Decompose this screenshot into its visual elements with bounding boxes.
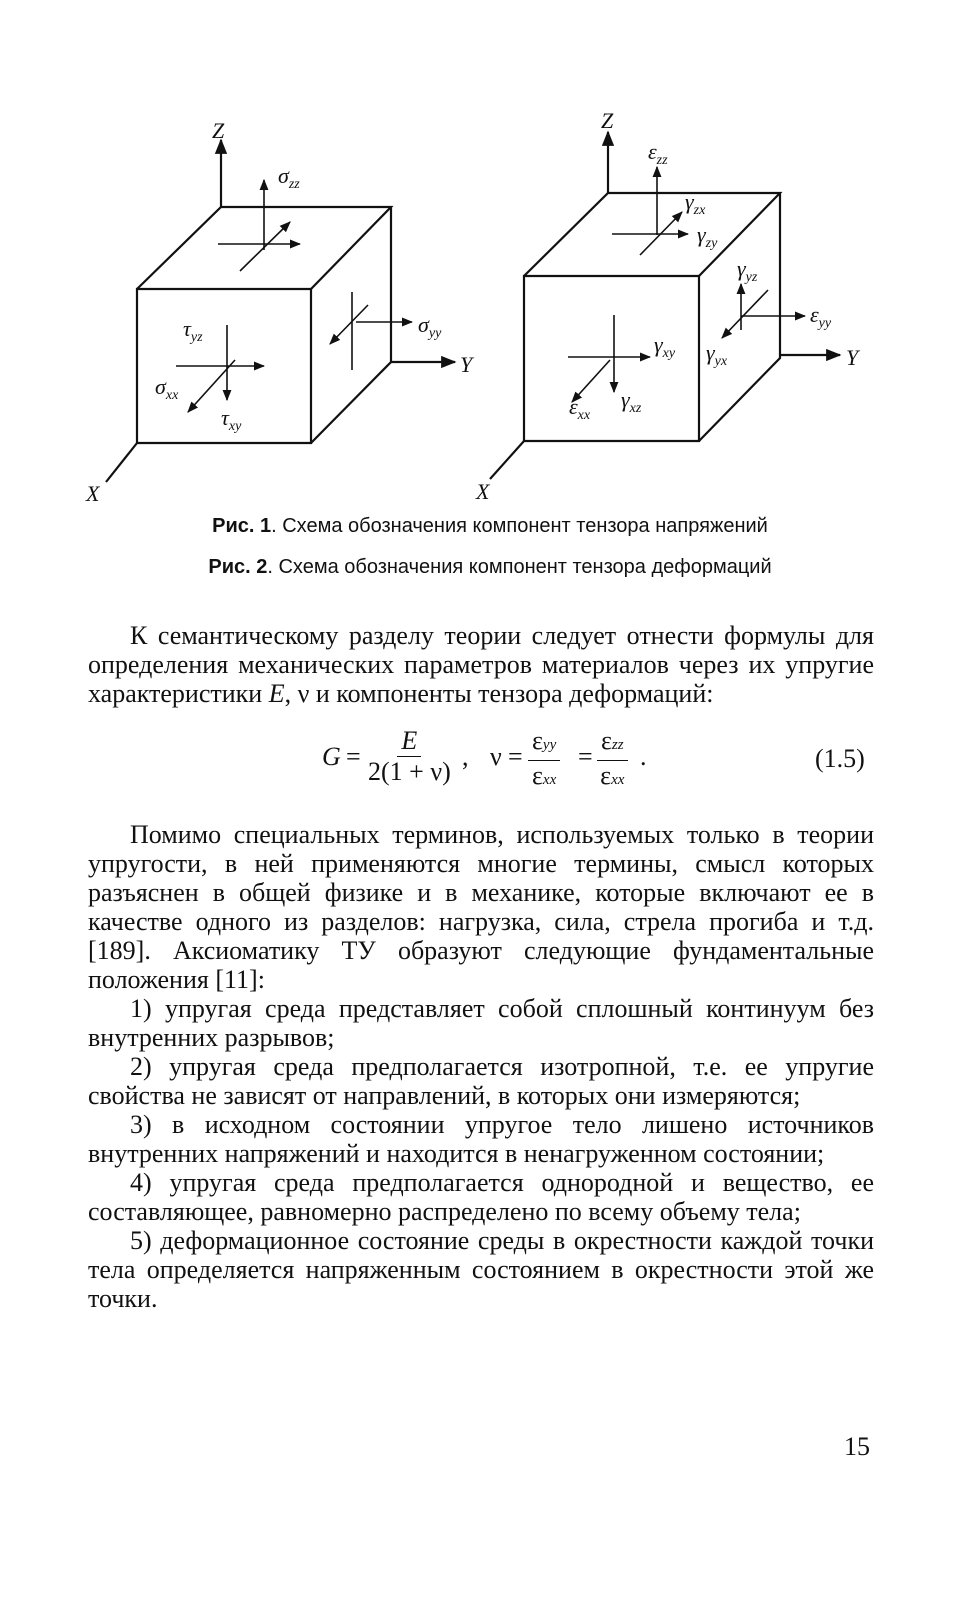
main-text [88,820,874,1313]
formula-1-5: G = E 2(1 + ν) , ν = εyy εxx = εzz εxx . (1.5) [0,712,980,802]
fraction-poisson-zz: εzz εxx [597,726,628,795]
gamma-xz-label: $\gamma_{xz}$ [621,387,642,416]
x-label-1: X [86,481,100,506]
body-paragraph: Помимо специальных терминов, используемых только в теории упругости, в ней применяются многие термины, смысл которых разъяснен в общей физике и в механике, которые включают ее в качестве одного из разделов: нагрузка, сила, стрела прогиба и т.д. [189]. Аксиоматику ТУ образуют следующие фундаментальные положения [11]: [88,820,874,994]
caption-figure-2: Рис. 2. Схема обозначения компонент тензора деформаций [208,556,772,578]
x-axis-2 [490,441,524,479]
z-label-1: Z [212,118,225,143]
epsilon-yy-label: $\varepsilon_{yy}$ [810,302,832,331]
sigma-xx-label: $\sigma_{xx}$ [155,374,179,403]
axiom-4: 4) упругая среда предполагается однородной и вещество, ее составляющее, равномерно распределено по всему объему тела; [88,1168,874,1226]
epsilon-xx-label: $\varepsilon_{xx}$ [569,394,591,423]
axiom-3: 3) в исходном состоянии упругое тело лишено источников внутренних напряжений и находится в ненагруженном состоянии; [88,1110,874,1168]
fraction-poisson-yy: εyy εxx [528,726,560,795]
gamma-xy-label: $\gamma_{xy}$ [654,332,676,361]
tau-xy-label: $\tau_{xy}$ [221,405,242,434]
epsilon-zz-label: $\varepsilon_{zz}$ [648,139,668,168]
x-label-2: X [476,479,490,504]
stress-cube [85,118,475,506]
intro-paragraph: К семантическому разделу теории следует отнести формулы для определения механических параметров материалов через их упругие характеристики E, ν и компоненты тензора деформаций: [88,621,874,708]
figures-stress-strain-cubes [0,0,980,600]
fraction-shear-modulus: E 2(1 + ν) [368,726,451,786]
equation-number: (1.5) [815,744,865,773]
z-label-2: Z [601,108,614,133]
y-label-1: Y [460,352,473,377]
strain-cube [475,108,861,504]
x-axis-1 [106,443,137,482]
caption-figure-1: Рис. 1. Схема обозначения компонент тензора напряжений [212,515,768,537]
sigma-zz-label: $\sigma_{zz}$ [278,163,300,192]
gamma-zy-label: $\gamma_{zy}$ [697,222,718,251]
page-number: 15 [844,1432,870,1461]
gamma-zx-label: $\gamma_{zx}$ [685,189,706,218]
axiom-1: 1) упругая среда представляет собой сплошный континуум без внутренних разрывов; [88,994,874,1052]
axiom-2: 2) упругая среда предполагается изотропной, т.е. ее упругие свойства не зависят от направлений, в которых они измеряются; [88,1052,874,1110]
tau-yz-label: $\tau_{yz}$ [183,316,203,345]
gamma-yz-label: $\gamma_{yz}$ [737,256,758,285]
sigma-yy-label: $\sigma_{yy}$ [418,312,442,341]
gamma-yx-label: $\gamma_{yx}$ [706,340,728,369]
y-label-2: Y [846,345,859,370]
axiom-5: 5) деформационное состояние среды в окрестности каждой точки тела определяется напряженным состоянием в окрестности этой же точки. [88,1226,874,1313]
